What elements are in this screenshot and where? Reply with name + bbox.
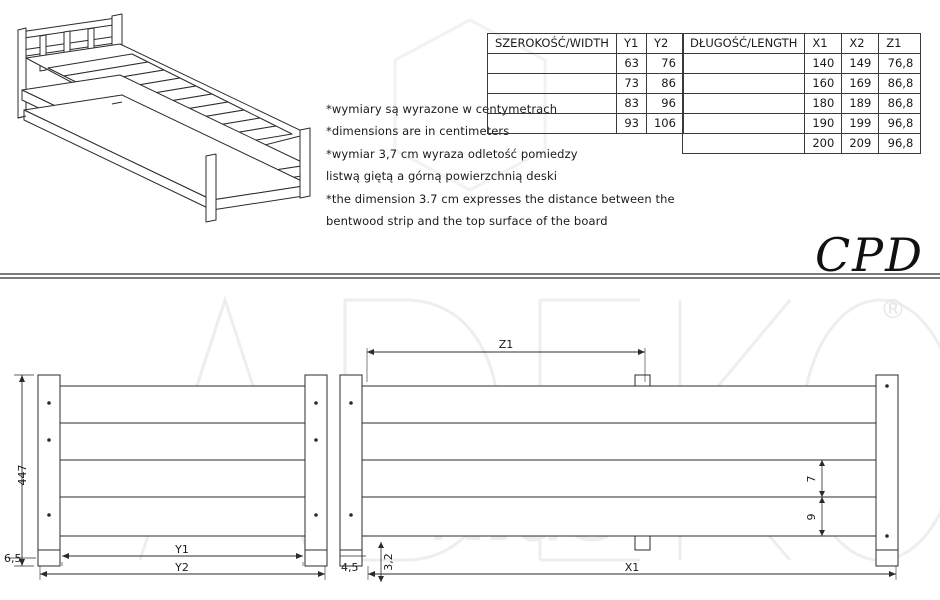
- dim-32: 3,2: [382, 553, 395, 571]
- note-line-5: *the dimension 3.7 cm expresses the distance between the: [326, 191, 675, 206]
- width-row-1-y1: 63: [616, 54, 646, 74]
- table-header-row: [683, 34, 921, 54]
- width-row-1-label: [488, 54, 617, 74]
- dim-x1: X1: [624, 561, 640, 574]
- table-row: [488, 114, 684, 134]
- length-row-1-x1: 140: [805, 54, 842, 74]
- length-row-4-x2: 199: [842, 114, 879, 134]
- length-row-1-label: [683, 54, 805, 74]
- table-row: [683, 114, 921, 134]
- table-header-row: [488, 34, 684, 54]
- note-line-4: listwą giętą a górną powierzchnią deski: [326, 169, 558, 184]
- table-row: [488, 94, 684, 114]
- width-row-4-y1: 93: [616, 114, 646, 134]
- length-row-3-z1: 86,8: [879, 94, 921, 114]
- length-row-3-label: [683, 94, 805, 114]
- length-table-header-x2: X2: [842, 34, 879, 54]
- dim-slat-7: 7: [805, 475, 818, 483]
- width-row-4-y2: 106: [646, 114, 683, 134]
- width-row-2-y2: 86: [646, 74, 683, 94]
- table-row: [488, 74, 684, 94]
- width-row-3-y2: 96: [646, 94, 683, 114]
- note-line-3: *wymiar 3,7 cm wyraza odletość pomiedzy: [326, 146, 578, 161]
- length-row-4-z1: 96,8: [879, 114, 921, 134]
- length-row-5-label: [683, 134, 805, 154]
- orthographic-views: [0, 290, 940, 600]
- length-row-4-x1: 190: [805, 114, 842, 134]
- dim-y2: Y2: [175, 561, 189, 574]
- table-row: [683, 134, 921, 154]
- table-row: [683, 54, 921, 74]
- width-table-header-label: SZEROKOŚĆ/WIDTH: [488, 34, 617, 54]
- table-row: [683, 74, 921, 94]
- length-row-2-x2: 169: [842, 74, 879, 94]
- width-table-header-y1: Y1: [616, 34, 646, 54]
- length-table-header-x1: X1: [805, 34, 842, 54]
- width-row-1-y2: 76: [646, 54, 683, 74]
- dim-foot-65: 6,5: [4, 552, 22, 565]
- section-divider: [0, 272, 940, 280]
- table-row: [683, 94, 921, 114]
- width-row-2-y1: 73: [616, 74, 646, 94]
- cpd-logo: CPD: [814, 228, 924, 282]
- length-row-2-x1: 160: [805, 74, 842, 94]
- length-row-1-x2: 149: [842, 54, 879, 74]
- length-table-header-z1: Z1: [879, 34, 921, 54]
- dim-height-447: 447: [16, 464, 29, 486]
- dim-45: 4,5: [341, 561, 359, 574]
- length-row-2-label: [683, 74, 805, 94]
- width-row-3-label: [488, 94, 617, 114]
- length-row-4-label: [683, 114, 805, 134]
- isometric-bed-drawing: [8, 6, 328, 231]
- length-table-header-label: DŁUGOŚĆ/LENGTH: [683, 34, 805, 54]
- length-row-2-z1: 86,8: [879, 74, 921, 94]
- table-row: [488, 54, 684, 74]
- length-row-5-x2: 209: [842, 134, 879, 154]
- dim-slat-9: 9: [805, 513, 818, 521]
- note-line-6: bentwood strip and the top surface of the board: [326, 214, 608, 229]
- width-row-2-label: [488, 74, 617, 94]
- length-row-1-z1: 76,8: [879, 54, 921, 74]
- dim-z1: Z1: [498, 338, 514, 351]
- watermark-registered-mark: ®: [880, 295, 906, 325]
- length-row-3-x2: 189: [842, 94, 879, 114]
- length-table: [682, 33, 921, 154]
- length-row-5-x1: 200: [805, 134, 842, 154]
- length-row-3-x1: 180: [805, 94, 842, 114]
- width-row-4-label: [488, 114, 617, 134]
- note-line-2: *dimensions are in centimeters: [326, 124, 510, 139]
- width-table-header-y2: Y2: [646, 34, 683, 54]
- length-row-5-z1: 96,8: [879, 134, 921, 154]
- width-table: [487, 33, 684, 134]
- dim-y1: Y1: [175, 543, 189, 556]
- note-line-1: *wymiary są wyrazone w centymetrach: [326, 102, 558, 116]
- width-row-3-y1: 83: [616, 94, 646, 114]
